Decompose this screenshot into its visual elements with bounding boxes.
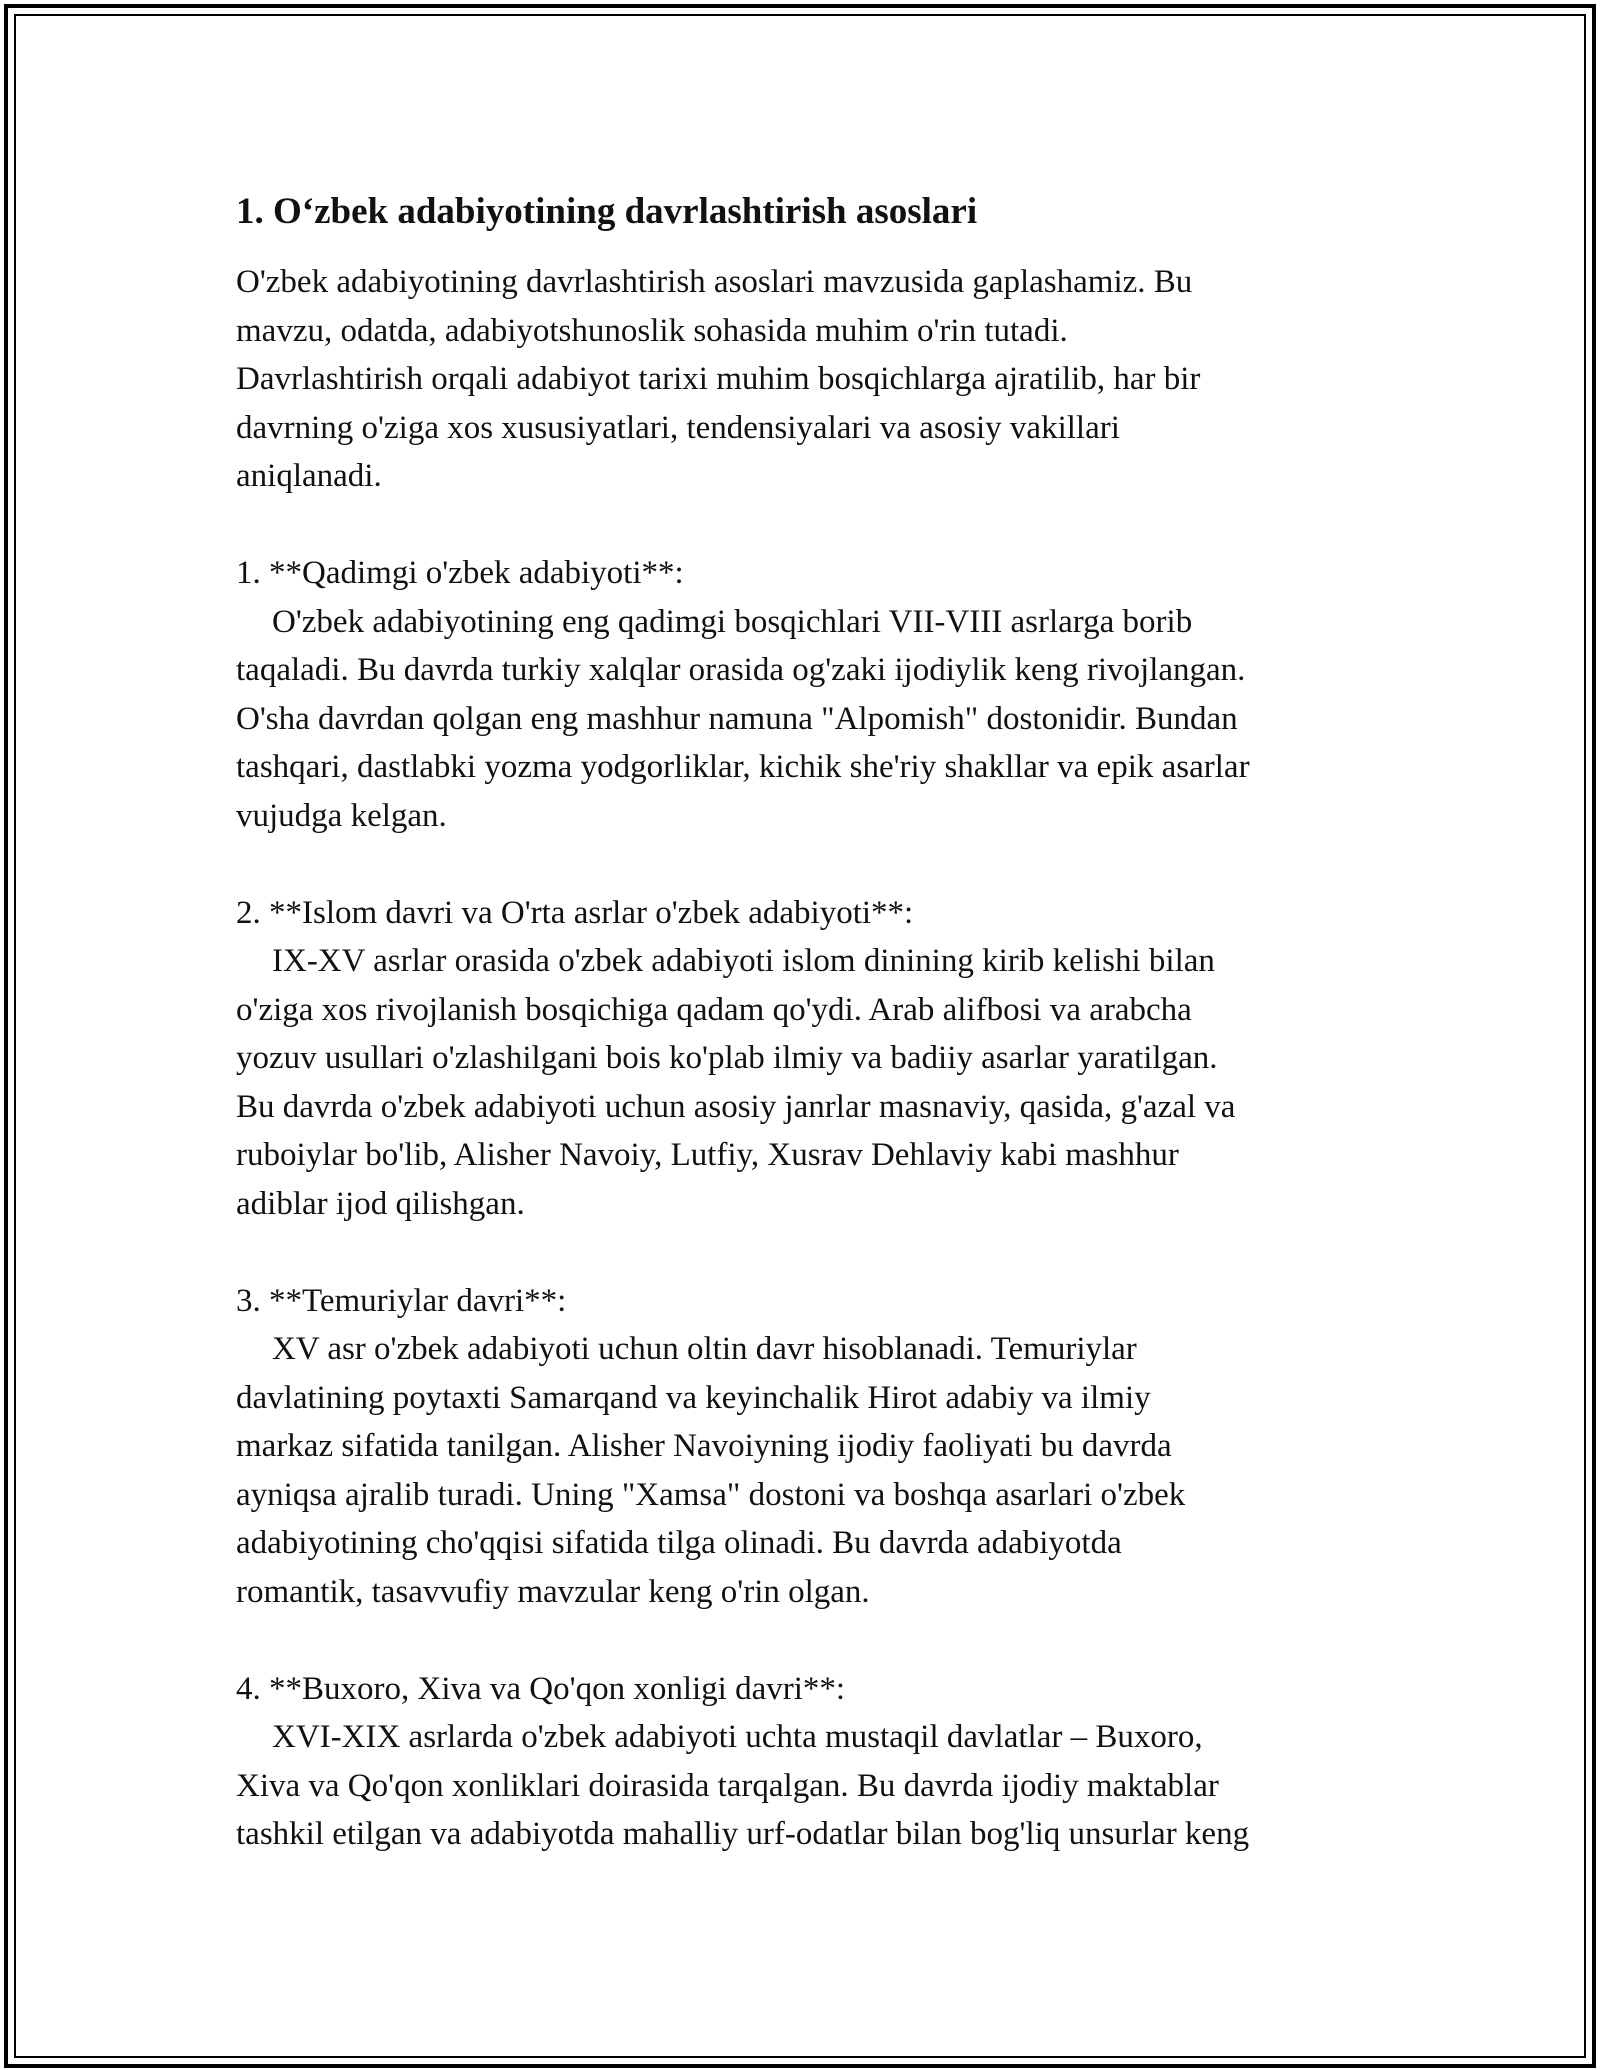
intro-line: mavzu, odatda, adabiyotshunoslik sohasida muhim o'rin tutadi. [236, 312, 1068, 349]
section-line: ayniqsa ajralib turadi. Uning "Xamsa" dostoni va boshqa asarlari o'zbek [236, 1476, 1186, 1513]
section-line: ruboiylar bo'lib, Alisher Navoiy, Lutfiy, Xusrav Dehlaviy kabi mashhur [236, 1137, 1179, 1173]
section-2 [236, 889, 1386, 1229]
section-4 [236, 1665, 1386, 1859]
blank-line [236, 1228, 1386, 1277]
blank-line [236, 840, 1386, 889]
section-line: tashqari, dastlabki yozma yodgorliklar, kichik she'riy shakllar va epik asarlar [236, 749, 1250, 785]
section-line: O'zbek adabiyotining eng qadimgi bosqichlari VII-VIII asrlarga borib [272, 603, 1193, 640]
section-heading: 2. **Islom davri va O'rta asrlar o'zbek adabiyoti**: [236, 894, 914, 931]
intro-line: Davrlashtirish orqali adabiyot tarixi muhim bosqichlarga ajratilib, har bir [236, 361, 1201, 397]
section-line: o'ziga xos rivojlanish bosqichiga qadam qo'ydi. Arab alifbosi va arabcha [236, 991, 1192, 1028]
section-1 [236, 549, 1386, 840]
section-line: taqaladi. Bu davrda turkiy xalqlar orasida og'zaki ijodiylik keng rivojlangan. [236, 652, 1246, 688]
intro-line: O'zbek adabiyotining davrlashtirish asoslari mavzusida gaplashamiz. Bu [236, 264, 1193, 300]
page-title: 1. O‘zbek adabiyotining davrlashtirish asoslari [236, 191, 978, 232]
section-line: Xiva va Qo'qon xonliklari doirasida tarqalgan. Bu davrda ijodiy maktablar [236, 1767, 1219, 1804]
section-line: romantik, tasavvufiy mavzular keng o'rin olgan. [236, 1573, 870, 1610]
blank-line [236, 501, 1386, 550]
section-line: Bu davrda o'zbek adabiyoti uchun asosiy janrlar masnaviy, qasida, g'azal va [236, 1088, 1236, 1125]
section-3 [236, 1277, 1386, 1617]
section-heading: 3. **Temuriylar davri**: [236, 1282, 567, 1319]
section-line: vujudga kelgan. [236, 797, 447, 834]
section-heading: 4. **Buxoro, Xiva va Qo'qon xonligi davri**: [236, 1670, 846, 1707]
section-line: davlatining poytaxti Samarqand va keyinchalik Hirot adabiy va ilmiy [236, 1379, 1151, 1416]
document-body [236, 186, 1386, 1859]
section-line: XV asr o'zbek adabiyoti uchun oltin davr hisoblanadi. Temuriylar [272, 1331, 1137, 1367]
section-line: tashkil etilgan va adabiyotda mahalliy urf-odatlar bilan bog'liq unsurlar keng [236, 1816, 1250, 1852]
intro-line: davrning o'ziga xos xususiyatlari, tendensiyalari va asosiy vakillari [236, 409, 1120, 446]
section-line: markaz sifatida tanilgan. Alisher Navoiyning ijodiy faoliyati bu davrda [236, 1428, 1172, 1464]
blank-line [236, 1616, 1386, 1665]
section-line: adabiyotining cho'qqisi sifatida tilga olinadi. Bu davrda adabiyotda [236, 1525, 1122, 1561]
section-line: adiblar ijod qilishgan. [236, 1185, 525, 1222]
section-line: yozuv usullari o'zlashilgani bois ko'plab ilmiy va badiiy asarlar yaratilgan. [236, 1040, 1218, 1076]
section-line: IX-XV asrlar orasida o'zbek adabiyoti islom dinining kirib kelishi bilan [272, 943, 1215, 979]
intro-paragraph [236, 258, 1386, 501]
intro-line: aniqlanadi. [236, 458, 382, 494]
section-line: O'sha davrdan qolgan eng mashhur namuna "Alpomish" dostonidir. Bundan [236, 700, 1238, 737]
section-heading: 1. **Qadimgi o'zbek adabiyoti**: [236, 555, 684, 591]
section-line: XVI-XIX asrlarda o'zbek adabiyoti uchta mustaqil davlatlar – Buxoro, [272, 1719, 1203, 1755]
